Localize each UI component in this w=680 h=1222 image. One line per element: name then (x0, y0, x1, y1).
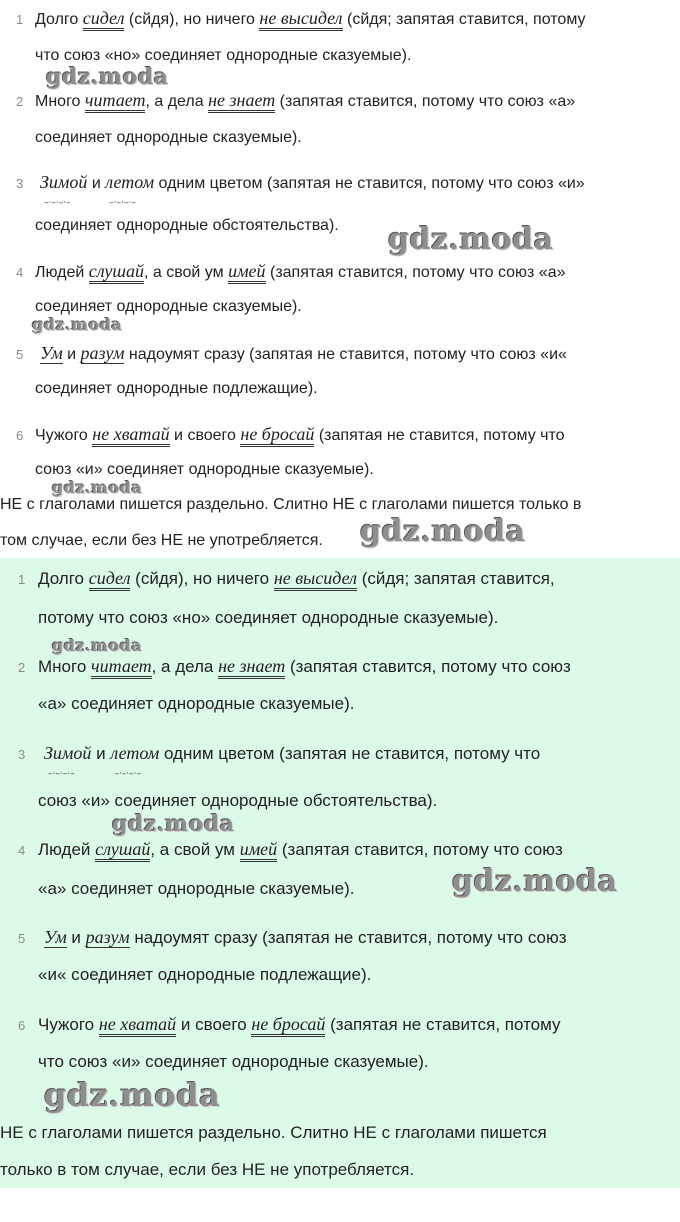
predicate-word: не бросай (251, 1014, 325, 1037)
item-number: 6 (18, 1018, 26, 1033)
item-line-1: Людей слушай, а свой ум имей (запятая ставится, потому что союз (38, 839, 563, 860)
predicate-word: не высидел (274, 568, 357, 591)
predicate-word: не знает (218, 656, 285, 679)
predicate-word: слушай (89, 261, 144, 284)
item-line-1: Чужого не хватай и своего не бросай (запятая не ставится, потому (38, 1014, 561, 1035)
adverbial-word: Зимой –·–·–·– (44, 743, 91, 763)
item-line-2: «а» соединяет однородные сказуемые). (38, 694, 355, 713)
item-line-2: соединяет однородные подлежащие). (35, 380, 318, 397)
item-number: 4 (16, 265, 24, 280)
watermark: gdz.moda (52, 478, 143, 497)
item-line-2: «и« соединяет однородные подлежащие). (38, 965, 372, 984)
item-number: 3 (18, 747, 26, 762)
watermark: gdz.moda (112, 811, 235, 837)
item-number: 6 (16, 428, 24, 443)
item-number: 5 (18, 931, 26, 946)
predicate-word: слушай (95, 839, 150, 862)
rule-paragraph-line-1: НЕ с глаголами пишется раздельно. Слитно НЕ с глаголами пишется (0, 1123, 547, 1142)
item-number: 2 (18, 660, 26, 675)
answer-section-2 (0, 558, 680, 1188)
item-line-2: что союз «но» соединяет однородные сказуемые). (35, 47, 412, 64)
predicate-word: читает (85, 90, 146, 113)
item-number: 5 (16, 347, 24, 362)
subject-word: разум (85, 927, 130, 947)
adverbial-word: Зимой –·–·–·– (40, 172, 87, 192)
watermark: gdz.moda (388, 222, 554, 257)
item-number: 2 (16, 94, 24, 109)
predicate-word: имей (228, 261, 265, 284)
item-line-1: Чужого не хватай и своего не бросай (запятая не ставится, потому что (35, 424, 565, 446)
item-line-2: что союз «и» соединяет однородные сказуемые). (38, 1052, 429, 1071)
item-line-1: Ум и разум надоумят сразу (запятая не ставится, потому что союз (44, 927, 567, 947)
predicate-word: не бросай (240, 424, 314, 447)
item-line-1: Долго сидел (сйдя), но ничего не высидел (сйдя; запятая ставится, потому (35, 8, 586, 30)
predicate-word: читает (91, 656, 152, 679)
item-number: 1 (18, 572, 26, 587)
watermark: gdz.moda (360, 514, 526, 549)
answer-section-1 (0, 0, 680, 558)
item-number: 4 (18, 843, 26, 858)
item-line-2: потому что союз «но» соединяет однородные сказуемые). (38, 608, 499, 627)
item-line-2: соединяет однородные сказуемые). (35, 298, 302, 315)
item-line-1: Зимой –·–·–·– и летом –·–·–·– одним цветом (запятая не ставится, потому что (44, 743, 540, 764)
predicate-word: не хватай (92, 424, 169, 447)
watermark: gdz.moda (46, 64, 169, 90)
predicate-word: сидел (89, 568, 131, 591)
item-number: 3 (16, 176, 24, 191)
subject-word: Ум (44, 927, 67, 947)
item-line-1: Людей слушай, а свой ум имей (запятая ставится, потому что союз «а» (35, 261, 566, 283)
rule-paragraph-line-1: НЕ с глаголами пишется раздельно. Слитно НЕ с глаголами пишется только в (0, 496, 582, 513)
item-line-2: соединяет однородные сказуемые). (35, 129, 302, 146)
predicate-word: имей (240, 839, 277, 862)
watermark: gdz.moda (32, 315, 123, 334)
predicate-word: не высидел (259, 8, 342, 31)
item-line-2: «а» соединяет однородные сказуемые). (38, 879, 355, 898)
adverbial-word: летом –·–·–·– (105, 172, 154, 192)
subject-word: разум (80, 343, 125, 363)
item-line-1: Много читает, а дела не знает (запятая ставится, потому что союз (38, 656, 571, 677)
item-line-2: союз «и» соединяет однородные обстоятельства). (38, 791, 438, 810)
predicate-word: не хватай (99, 1014, 176, 1037)
predicate-word: не знает (208, 90, 275, 113)
item-line-2: соединяет однородные обстоятельства). (35, 217, 339, 234)
item-number: 1 (16, 12, 24, 27)
rule-paragraph-line-2: только в том случае, если без НЕ не употребляется. (0, 1160, 415, 1179)
predicate-word: сидел (83, 8, 125, 31)
adverbial-word: летом –·–·–·– (110, 743, 159, 763)
rule-paragraph-line-2: том случае, если без НЕ не употребляется. (0, 532, 323, 549)
item-line-2: союз «и» соединяет однородные сказуемые). (35, 461, 374, 478)
watermark: gdz.moda (52, 636, 143, 655)
watermark: gdz.moda (452, 864, 618, 899)
item-line-1: Много читает, а дела не знает (запятая ставится, потому что союз «а» (35, 90, 575, 112)
item-line-1: Зимой –·–·–·– и летом –·–·–·– одним цветом (запятая не ставится, потому что союз «и» (40, 172, 585, 194)
item-line-1: Долго сидел (сйдя), но ничего не высидел (сйдя; запятая ставится, (38, 568, 555, 589)
watermark: gdz.moda (44, 1076, 221, 1114)
item-line-1: Ум и разум надоумят сразу (запятая не ставится, потому что союз «и« (40, 343, 567, 363)
subject-word: Ум (40, 343, 63, 363)
